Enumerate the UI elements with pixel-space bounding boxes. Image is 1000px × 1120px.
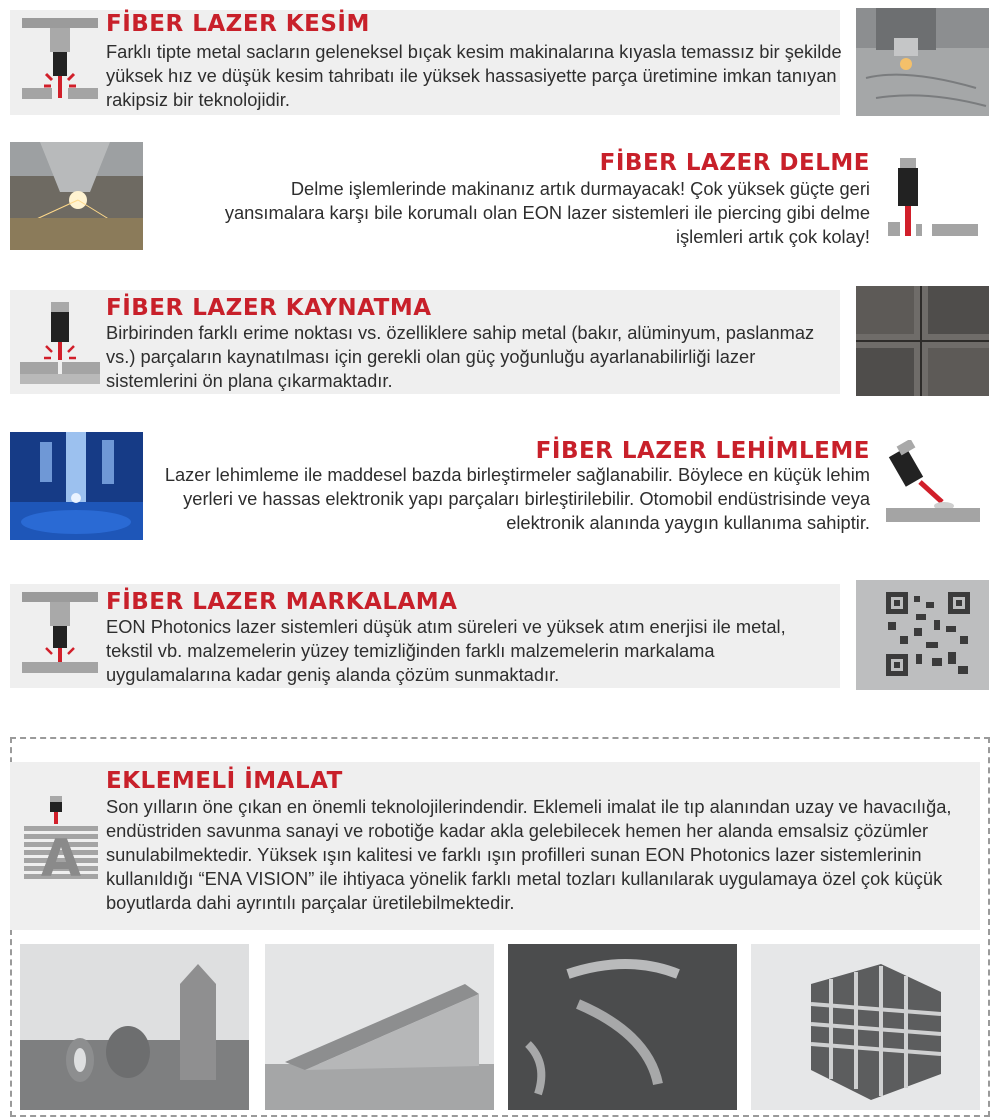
laser-soldering-icon <box>884 440 984 526</box>
section-text-cutting: Farklı tipte metal sacların geleneksel bıçak kesim makinalarına kıyasla temassız bir şekilde yüksek hız ve düşük kesim tahribatı ile yüksek hassasiyette parça üretimine imkan tanıyan rakipsiz bir teknolojidir. <box>106 41 842 110</box>
section-text-additive: Son yılların öne çıkan en önemli teknolojilerindendir. Eklemeli imalat ile tıp alanından uzay ve havacılığa, endüstriden savunma sanayi ve robotiğe kadar akla gelebilecek hemen her alanda emsalsiz çözümler sunulabilmektedir. Yüksek ışın kalitesi ve farklı ışın profilleri sunan EON Photonics lazer sistemlerinin kullanıldığı “ENA VISION” ile ihtiyaca yönelik farklı metal tozları kullanılarak uygulamaya özel çok küçük boyutlarda dahi ayrıntılı parçalar üretilebilmektedir. <box>106 796 952 913</box>
section-title-marking: FİBER LAZER MARKALAMA <box>106 589 458 615</box>
laser-welding-photo <box>856 286 989 396</box>
laser-marking-icon <box>18 588 102 676</box>
laser-soldering-photo <box>10 432 143 540</box>
section-title-drilling: FİBER LAZER DELME <box>599 150 870 176</box>
section-title-additive: EKLEMELİ İMALAT <box>106 768 343 794</box>
laser-welding-icon <box>18 300 102 386</box>
printed-lattice-cube-photo <box>751 944 980 1110</box>
section-text-marking: EON Photonics lazer sistemleri düşük atım süreleri ve yüksek atım enerjisi ile metal, tekstil vb. malzemelerin yüzey temizliğinden farklı malzemelerin markalama uygulamalarına kadar geniş alanda çözüm sunmaktadır. <box>106 616 786 685</box>
laser-marking-photo <box>856 580 989 690</box>
section-title-welding: FİBER LAZER KAYNATMA <box>106 295 432 321</box>
laser-cutting-icon <box>18 14 102 102</box>
section-title-cutting: FİBER LAZER KESİM <box>106 11 370 37</box>
section-text-soldering: Lazer lehimleme ile maddesel bazda birleştirmeler sağlanabilir. Böylece en küçük lehim yerleri ve hassas elektronik yapı parçaları birleştirilebilir. Otomobil endüstrisinde veya elektronik alanında yaygın kullanıma sahiptir. <box>164 464 870 533</box>
section-title-soldering: FİBER LAZER LEHİMLEME <box>535 438 870 464</box>
printed-implant-photo <box>265 944 494 1110</box>
additive-manufacturing-icon <box>20 796 100 882</box>
section-text-welding: Birbirinden farklı erime noktası vs. özelliklere sahip metal (bakır, alüminyum, paslanmaz vs.) parçaların kaynatılması için gerekli olan güç yoğunluğu ayarlanabilirliği lazer sistemlerini ön plana çıkarmaktadır. <box>106 322 815 391</box>
laser-drilling-icon <box>888 156 980 240</box>
printed-dental-photo <box>508 944 737 1110</box>
section-text-drilling: Delme işlemlerinde makinanız artık durmayacak! Çok yüksek güçte geri yansımalara karşı bile korumalı olan EON lazer sistemleri ile piercing gibi delme işlemleri artık çok kolay! <box>224 178 870 247</box>
printed-parts-photo <box>20 944 249 1110</box>
svg-text:A: A <box>40 829 82 882</box>
laser-cutting-photo <box>856 8 989 116</box>
laser-drilling-photo <box>10 142 143 250</box>
